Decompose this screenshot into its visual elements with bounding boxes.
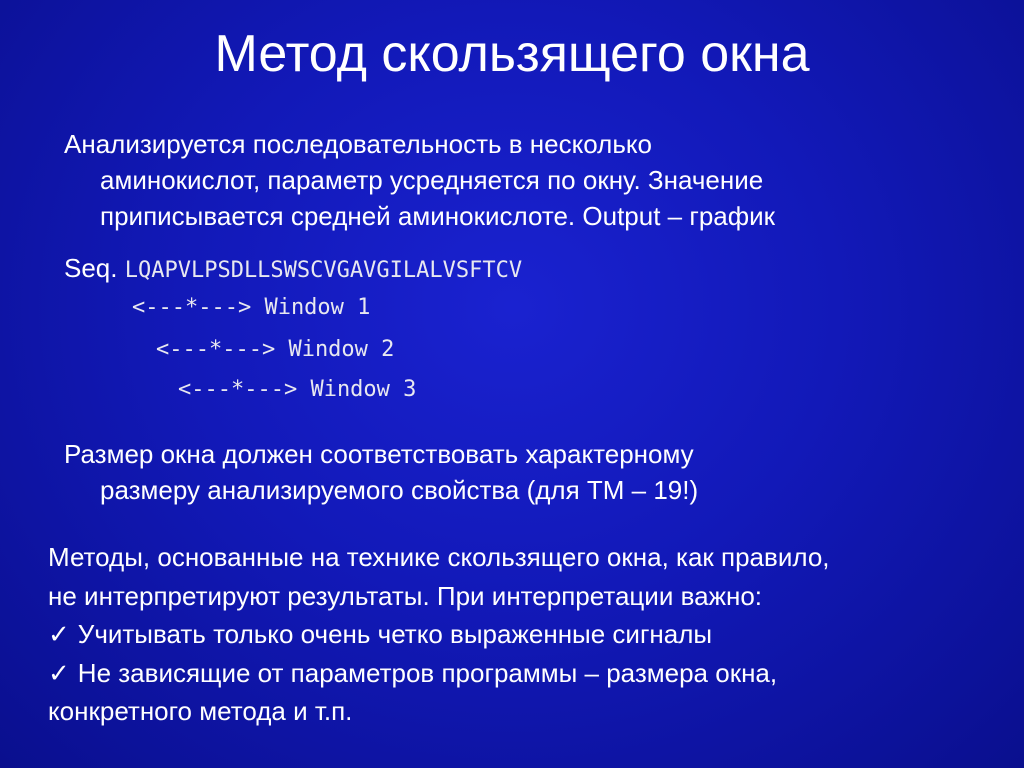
methods-bullet-2-text: Не зависящие от параметров программы – размера окна, [77,657,778,688]
intro-line-1: Анализируется последовательность в несколько [64,129,653,159]
sequence-label: Seq. [64,253,118,283]
methods-bullet-1-text: Учитывать только очень четко выраженные сигналы [77,619,713,649]
slide-title: Метод скользящего окна [214,25,810,83]
methods-line-2: не интерпретируют результаты. При интерпретации важно: [48,580,762,611]
window-1: <---*---> Window 1 [132,295,371,320]
check-icon: ✓ [48,619,70,649]
window-size-paragraph [64,436,984,508]
window-size-line-2: размеру анализируемого свойства (для ТМ – 19!) [100,475,699,505]
methods-paragraph [48,538,1008,731]
sequence-value: LQAPVLPSDLLSWSCVGAVGILALVSFTCV [124,258,523,283]
window-2: <---*---> Window 2 [156,337,395,362]
check-icon: ✓ [48,657,70,688]
methods-line-1: Методы, основанные на технике скользящего окна, как правило, [48,542,830,572]
methods-bullet-2 [48,654,1008,693]
methods-line-5: конкретного метода и т.п. [48,696,353,726]
methods-bullet-1 [48,615,1008,654]
window-3: <---*---> Window 3 [178,377,417,402]
window-size-line-1: Размер окна должен соответствовать характерному [64,439,694,469]
intro-line-3: приписывается средней аминокислоте. Output – график [100,201,776,231]
intro-paragraph [64,126,984,234]
intro-line-2: аминокислот, параметр усредняется по окну. Значение [100,165,764,195]
sequence-line [64,250,522,289]
